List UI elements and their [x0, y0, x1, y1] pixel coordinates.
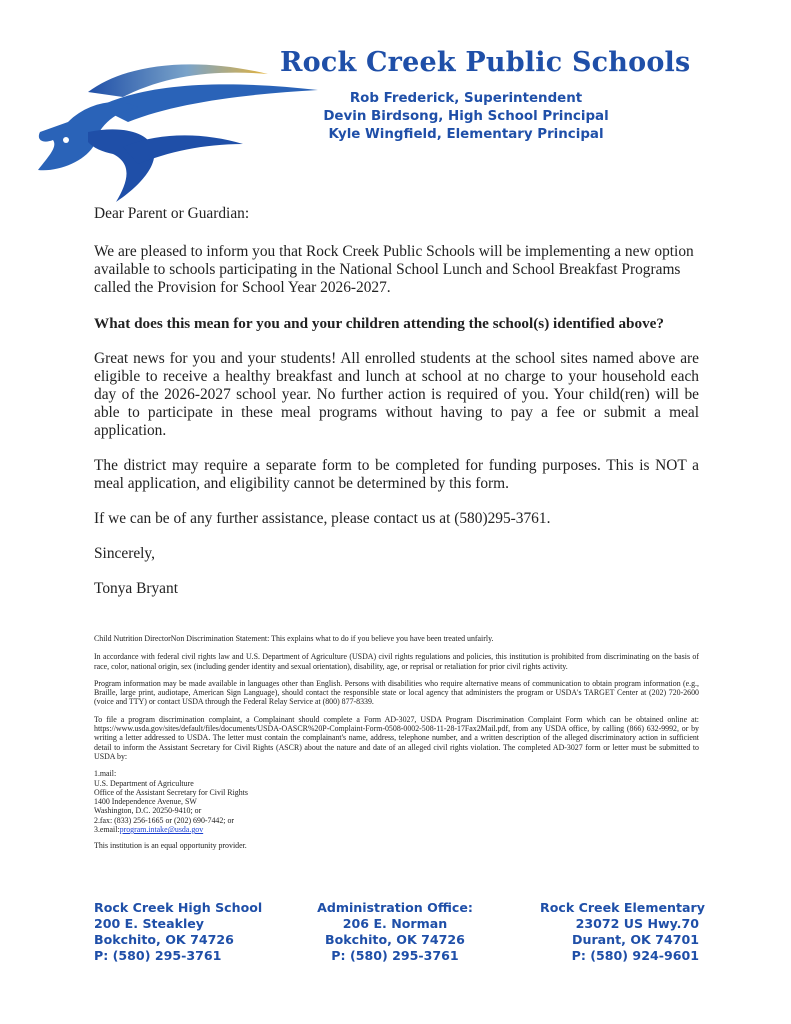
email-link[interactable]: program.intake@usda.gov — [119, 825, 204, 835]
footer-admin-office — [310, 900, 480, 964]
email-prefix: 3.email: — [94, 825, 120, 835]
footer-line: 206 E. Norman — [342, 916, 448, 931]
letter-paragraph-intro: We are pleased to inform you that Rock Creek Public Schools will be implementing a new option available to schools participating in the National School Lunch and School Breakfast Programs called the Provision for School Year 2026-2027. — [94, 243, 694, 296]
usda-address-block — [94, 769, 699, 834]
footer-line: P: (580) 924-9601 — [571, 948, 699, 963]
footer-high-school — [94, 900, 262, 964]
staff-list — [316, 90, 616, 144]
nondiscrimination-para-3: To file a program discrimination complaint, a Complainant should complete a Form AD-3027, USDA Program Discrimination Complaint Form which can be obtained online at: https://www.usda.gov/sites/default/files/documents/USDA-OASCR%20P-Complaint-Form-0508-0002-508-11-28-17Fax2Mail.pdf, from any USDA office, by calling (866) 632-9992, or by writing a letter addressed to USDA. The letter must contain the complainant's name, address, telephone number, and a written description of the alleged discriminatory action in sufficient detail to inform the Assistant Secretary for Civil Rights (ASCR) about the nature and date of an alleged civil rights violation. The completed AD-3027 form or letter must be submitted to USDA by: — [94, 714, 699, 761]
nondiscrimination-para-2: Program information may be made available in languages other than English. Persons with disabilities who require alternative means of communication to obtain program information (e.g., Braille, large print, audiotape, American Sign Language), should contact the responsible state or local agency that administers the program or USDA's TARGET Center at (202) 720-2600 (voice and TTY) or contact USDA through the Federal Relay Service at (800) 877-8339. — [94, 678, 699, 707]
nondiscrimination-intro: Child Nutrition DirectorNon Discrimination Statement: This explains what to do if you believe you have been treated unfairly. — [94, 634, 494, 643]
footer-line: 200 E. Steakley — [94, 916, 205, 931]
letter-signature: Tonya Bryant — [94, 580, 178, 597]
address-line: 1.mail: — [94, 769, 117, 779]
letter-paragraph-form: The district may require a separate form to be completed for funding purposes. This is NOT a meal application, and eligibility cannot be determined by this form. — [94, 457, 699, 492]
letter-paragraph-news: Great news for you and your students! All enrolled students at the school sites named above are eligible to receive a healthy breakfast and lunch at school at no charge to your household each day of the 2026-2027 school year. No further action is required of you. Your child(ren) will be able to participate in these meal programs without having to pay a fee or submit a meal application. — [94, 350, 699, 439]
salutation: Dear Parent or Guardian: — [94, 205, 250, 222]
address-line: Office of the Assistant Secretary for Civil Rights — [94, 787, 248, 797]
nondiscrimination-statement — [94, 634, 699, 859]
footer-line: Bokchito, OK 74726 — [94, 932, 234, 947]
footer-line: Administration Office: — [317, 900, 473, 915]
address-line: 2.fax: (833) 256-1665 or (202) 690-7442; or — [94, 815, 235, 825]
email-line — [94, 825, 699, 834]
nondiscrimination-para-1: In accordance with federal civil rights law and U.S. Department of Agriculture (USDA) civil rights regulations and policies, this institution is prohibited from discriminating on the basis of race, color, national origin, sex (including gender identity and sexual orientation), disability, age, or reprisal or retaliation for prior civil rights activity. — [94, 652, 699, 671]
footer-line: Durant, OK 74701 — [572, 932, 699, 947]
footer-line: P: (580) 295-3761 — [331, 948, 459, 963]
staff-elementary-principal: Kyle Wingfield, Elementary Principal — [328, 127, 604, 142]
address-line: 1400 Independence Avenue, SW — [94, 797, 197, 807]
letter-question-heading: What does this mean for you and your children attending the school(s) identified above? — [94, 315, 665, 332]
staff-high-school-principal: Devin Birdsong, High School Principal — [323, 109, 609, 124]
address-line: Washington, D.C. 20250-9410; or — [94, 806, 202, 816]
footer-line: Rock Creek High School — [94, 900, 263, 915]
letter-paragraph-contact: If we can be of any further assistance, please contact us at (580)295-3761. — [94, 510, 551, 527]
address-line: U.S. Department of Agriculture — [94, 778, 194, 788]
footer-line: Bokchito, OK 74726 — [325, 932, 465, 947]
letter-body — [94, 205, 699, 598]
footer-line: P: (580) 295-3761 — [94, 948, 222, 963]
footer-line: Rock Creek Elementary — [540, 900, 705, 915]
footer-elementary — [540, 900, 705, 964]
footer-line: 23072 US Hwy.70 — [575, 916, 699, 931]
staff-superintendent: Rob Frederick, Superintendent — [349, 91, 583, 106]
letter-closing: Sincerely, — [94, 545, 155, 562]
school-name-heading: Rock Creek Public Schools — [280, 47, 691, 78]
equal-opportunity-statement: This institution is an equal opportunity provider. — [94, 841, 247, 851]
